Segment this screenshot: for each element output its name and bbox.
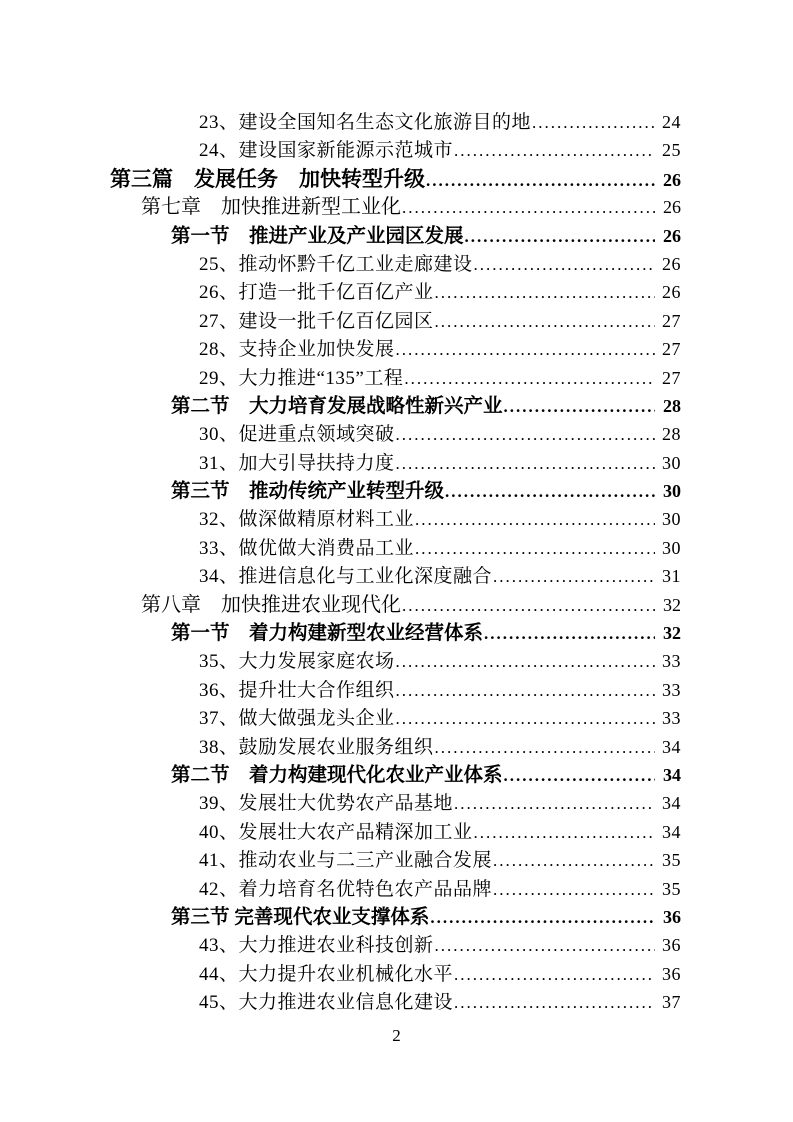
toc-entry-label: 第一节 着力构建新型农业经营体系 <box>171 623 484 645</box>
dot-leader <box>430 904 655 932</box>
dot-leader <box>454 137 655 165</box>
dot-leader <box>493 563 655 591</box>
toc-entry-label: 31、加大引导扶持力度 <box>199 452 395 474</box>
dot-leader <box>396 336 655 364</box>
page-number: 2 <box>392 1026 401 1045</box>
toc-entry-label: 38、鼓励发展农业服务组织 <box>199 736 434 758</box>
toc-entry-page: 34 <box>662 736 681 757</box>
toc-entry-page: 30 <box>662 509 681 530</box>
toc-entry-label: 第一节 推进产业及产业园区发展 <box>171 225 464 247</box>
toc-entry-label: 45、大力推进农业信息化建设 <box>199 992 454 1014</box>
toc-entry-page: 28 <box>663 395 681 416</box>
toc-entry-page: 30 <box>662 452 681 473</box>
toc-entry-page: 27 <box>662 339 681 360</box>
toc-entry[interactable] <box>199 250 681 278</box>
toc-entry-label: 27、建设一批千亿百亿园区 <box>199 310 434 332</box>
toc-entry-page: 26 <box>663 169 681 190</box>
toc-entry-label: 30、促进重点领域突破 <box>199 424 395 446</box>
toc-entry[interactable] <box>199 562 681 590</box>
toc-entry[interactable] <box>199 704 681 732</box>
toc-entry-label: 第二节 大力培育发展战略性新兴产业 <box>171 395 503 417</box>
toc-entry[interactable] <box>171 222 681 250</box>
toc-entry[interactable] <box>199 278 681 306</box>
dot-leader <box>504 393 655 421</box>
toc-entry-page: 35 <box>662 878 681 899</box>
toc-entry-page: 33 <box>662 651 681 672</box>
dot-leader <box>445 478 655 506</box>
toc-entry[interactable] <box>171 761 681 789</box>
toc-entry-page: 33 <box>662 708 681 729</box>
toc-entry-label: 34、推进信息化与工业化深度融合 <box>199 566 493 588</box>
toc-entry[interactable] <box>199 875 681 903</box>
dot-leader <box>435 932 655 960</box>
dot-leader <box>465 223 655 251</box>
dot-leader <box>493 847 655 875</box>
toc-entry-label: 23、建设全国知名生态文化旅游目的地 <box>199 112 532 133</box>
dot-leader <box>435 308 655 336</box>
toc-entry-label: 28、支持企业加快发展 <box>199 339 395 361</box>
toc-entry[interactable] <box>171 477 681 505</box>
toc-entry-label: 43、大力推进农业科技创新 <box>199 935 434 957</box>
toc-entry-page: 26 <box>662 253 681 274</box>
toc-entry[interactable] <box>141 591 681 619</box>
toc-entry-label: 第三节 推动传统产业转型升级 <box>171 481 445 503</box>
toc-entry-label: 41、推动农业与二三产业融合发展 <box>199 850 493 872</box>
toc-entry-label: 25、推动怀黔千亿工业走廊建设 <box>199 253 473 275</box>
toc-entry-page: 25 <box>662 140 681 161</box>
toc-entry[interactable] <box>199 818 681 846</box>
toc-entry[interactable] <box>199 789 681 817</box>
toc-entry[interactable] <box>199 136 681 164</box>
toc-entry-page: 36 <box>662 963 681 984</box>
dot-leader <box>396 677 655 705</box>
dot-leader <box>435 279 655 307</box>
dot-leader <box>504 762 655 790</box>
toc-entry[interactable] <box>199 335 681 363</box>
toc-entry-page: 26 <box>663 225 681 246</box>
toc-entry[interactable] <box>199 449 681 477</box>
dot-leader <box>474 819 655 847</box>
toc-entry-label: 第七章 加快推进新型工业化 <box>141 196 401 219</box>
toc-entry[interactable] <box>171 903 681 931</box>
dot-leader <box>402 591 655 620</box>
dot-leader <box>415 535 655 563</box>
toc-entry[interactable] <box>199 505 681 533</box>
toc-entry-label: 32、做深做精原材料工业 <box>199 509 415 531</box>
toc-entry-page: 37 <box>662 992 681 1013</box>
dot-leader <box>396 450 655 478</box>
dot-leader <box>454 989 655 1017</box>
toc-entry-page: 24 <box>662 112 681 132</box>
toc-entry-page: 28 <box>662 424 681 445</box>
dot-leader <box>396 705 655 733</box>
toc-entry-label: 36、提升壮大合作组织 <box>199 679 395 701</box>
toc-entry[interactable] <box>141 193 681 221</box>
toc-entry[interactable] <box>171 619 681 647</box>
page-footer <box>0 1026 793 1046</box>
toc-entry-label: 37、做大做强龙头企业 <box>199 708 395 730</box>
toc-entry-label: 33、做优做大消费品工业 <box>199 537 415 559</box>
dot-leader <box>454 961 655 989</box>
toc-entry-page: 32 <box>663 594 681 615</box>
toc-entry[interactable] <box>171 392 681 420</box>
toc-entry[interactable] <box>199 733 681 761</box>
toc-entry-page: 32 <box>663 623 681 644</box>
dot-leader <box>454 790 655 818</box>
toc-entry[interactable] <box>199 307 681 335</box>
toc-entry-label: 44、大力提升农业机械化水平 <box>199 963 454 985</box>
toc-entry-label: 29、大力推进“135”工程 <box>199 367 404 389</box>
toc-entry[interactable] <box>199 108 681 136</box>
toc-entry[interactable] <box>199 988 681 1016</box>
toc-entry-page: 33 <box>662 679 681 700</box>
toc-entry-label: 26、打造一批千亿百亿产业 <box>199 282 434 304</box>
toc-entry-label: 第二节 着力构建现代化农业产业体系 <box>171 764 503 786</box>
toc-entry[interactable] <box>199 960 681 988</box>
toc-entry-page: 36 <box>662 935 681 956</box>
toc-entry-page: 34 <box>662 793 681 814</box>
toc-entry-label: 40、发展壮大农产品精深加工业 <box>199 821 473 843</box>
dot-leader <box>435 734 655 762</box>
toc-entry-page: 30 <box>663 481 681 502</box>
dot-leader <box>532 109 655 137</box>
toc-entry[interactable] <box>199 647 681 675</box>
toc-entry[interactable] <box>199 846 681 874</box>
dot-leader <box>402 193 655 222</box>
toc-entry-page: 26 <box>662 282 681 303</box>
toc-entry[interactable] <box>199 534 681 562</box>
dot-leader <box>474 251 655 279</box>
toc-entry-label: 35、大力发展家庭农场 <box>199 651 395 673</box>
toc-entry-page: 35 <box>662 850 681 871</box>
dot-leader <box>396 648 655 676</box>
dot-leader <box>484 620 655 648</box>
dot-leader <box>426 165 655 195</box>
toc-entry[interactable] <box>199 364 681 392</box>
toc-entry-page: 26 <box>663 197 681 218</box>
dot-leader <box>404 365 655 393</box>
toc-entry-page: 34 <box>663 764 681 785</box>
toc-entry-label: 第三篇 发展任务 加快转型升级 <box>110 166 425 191</box>
toc-entry-page: 27 <box>662 310 681 331</box>
toc-entry-label: 第三节 完善现代农业支撑体系 <box>171 906 430 928</box>
toc-entry[interactable] <box>199 420 681 448</box>
toc-entry-label: 39、发展壮大优势农产品基地 <box>199 793 454 815</box>
dot-leader <box>415 506 655 534</box>
toc-entry[interactable] <box>110 165 681 193</box>
toc-entry[interactable] <box>199 676 681 704</box>
toc-entry[interactable] <box>199 931 681 959</box>
toc-entry-label: 42、着力培育名优特色农产品品牌 <box>199 878 493 900</box>
table-of-contents <box>110 108 681 1017</box>
toc-entry-page: 34 <box>662 821 681 842</box>
toc-entry-page: 30 <box>662 537 681 558</box>
dot-leader <box>396 421 655 449</box>
toc-entry-page: 27 <box>662 367 681 388</box>
dot-leader <box>493 876 655 904</box>
toc-entry-label: 第八章 加快推进农业现代化 <box>141 593 401 616</box>
toc-entry-page: 31 <box>662 566 681 587</box>
toc-entry-page: 36 <box>663 906 681 927</box>
toc-entry-label: 24、建设国家新能源示范城市 <box>199 140 454 162</box>
